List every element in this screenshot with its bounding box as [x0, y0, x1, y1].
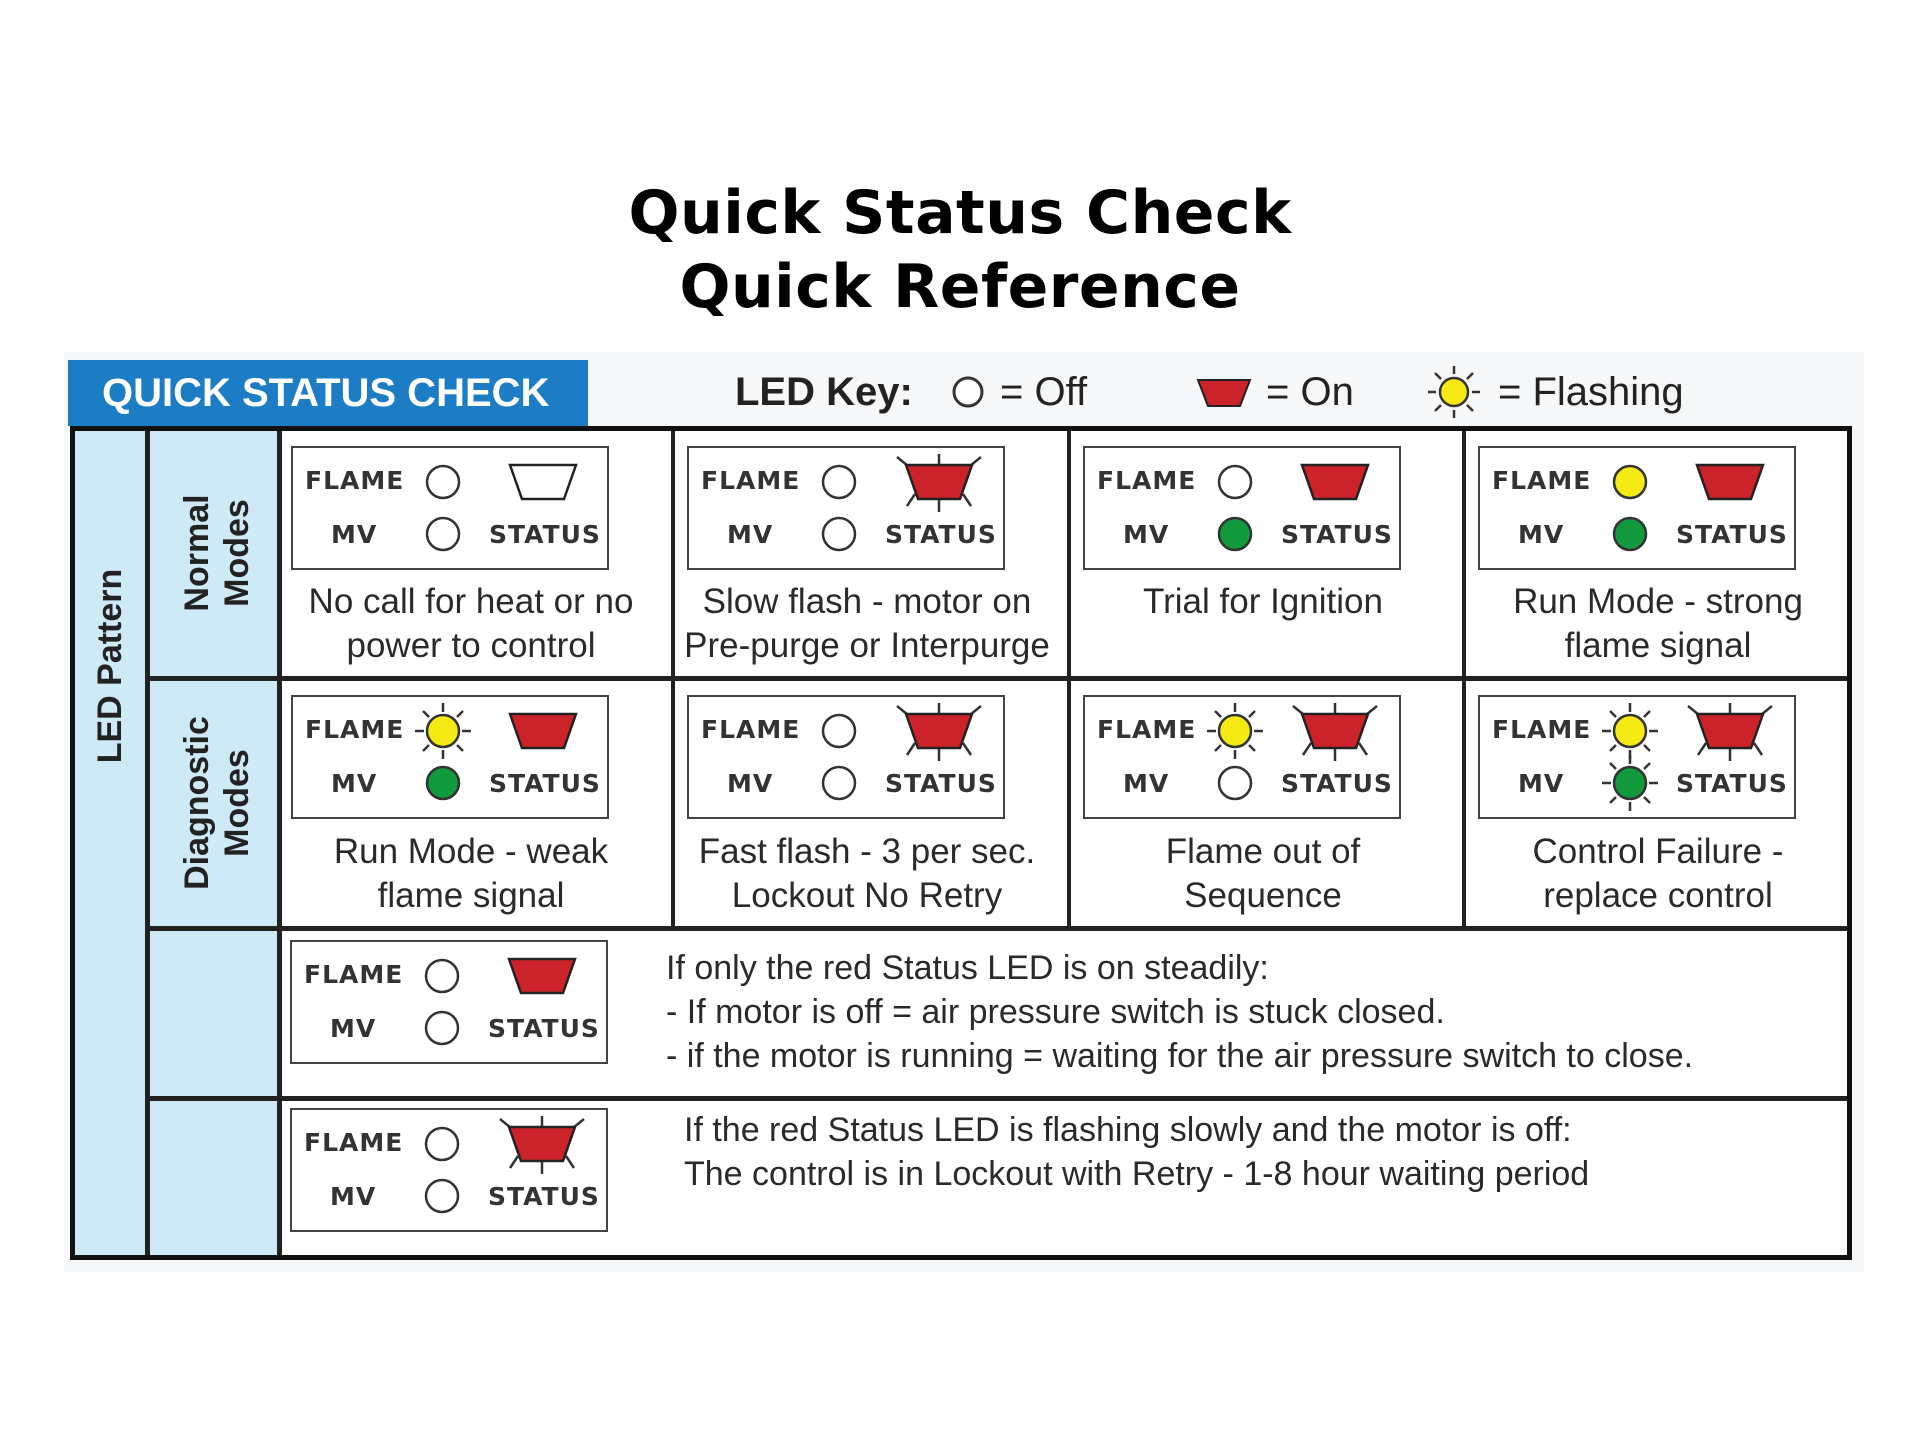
- status-label: STATUS: [489, 769, 601, 798]
- mv-label: MV: [727, 769, 774, 798]
- led-panel-3: [1478, 446, 1796, 570]
- status-label: STATUS: [885, 769, 997, 798]
- flashing-status-line-1: If the red Status LED is flashing slowly and the motor is off:: [684, 1111, 1572, 1149]
- mv-label: MV: [330, 1182, 377, 1211]
- led-panel-4: [291, 695, 609, 819]
- caption-line: Run Mode - strong: [1513, 582, 1803, 621]
- diagnostic-modes-label: Diagnostic Modes: [178, 716, 256, 890]
- flashing-status-line-2: The control is in Lockout with Retry - 1-8 hour waiting period: [684, 1155, 1590, 1193]
- status-label: STATUS: [489, 520, 601, 549]
- caption-line: replace control: [1543, 876, 1773, 915]
- led-indicators: [1480, 448, 1798, 572]
- page-subtitle: Quick Reference: [679, 252, 1241, 322]
- mv-led-off-icon: [426, 1012, 458, 1044]
- status-led-flash-icon: [500, 1116, 584, 1174]
- steady-status-line-1: If only the red Status LED is on steadily:: [666, 949, 1269, 987]
- led-indicators: [292, 1110, 610, 1234]
- flame-led-flash-icon: [1207, 703, 1263, 759]
- led-off-icon: [948, 372, 988, 412]
- flame-led-off-icon: [823, 466, 855, 498]
- cell-caption-1: [671, 580, 1063, 668]
- flame-label: FLAME: [1097, 466, 1197, 495]
- caption-line: flame signal: [1564, 626, 1752, 665]
- led-pattern-label: LED Pattern: [91, 568, 129, 764]
- cell-caption-7: [1462, 830, 1854, 918]
- mv-label: MV: [1123, 520, 1170, 549]
- led-panel-steady: [290, 940, 608, 1064]
- mv-led-off-icon: [1219, 767, 1251, 799]
- led-key-label: LED Key:: [735, 369, 913, 414]
- led-key-flashing-text: = Flashing: [1498, 369, 1684, 414]
- flame-label: FLAME: [305, 466, 405, 495]
- led-panel-2: [1083, 446, 1401, 570]
- led-key-on: [1196, 366, 1354, 418]
- led-indicators: [1085, 448, 1403, 572]
- caption-line: No call for heat or no: [308, 582, 634, 621]
- status-label: STATUS: [1676, 520, 1788, 549]
- mv-label: MV: [330, 1014, 377, 1043]
- led-key-on-text: = On: [1266, 369, 1354, 414]
- caption-line: power to control: [346, 626, 596, 665]
- flame-label: FLAME: [1492, 715, 1592, 744]
- status-led-on-icon: [1302, 465, 1368, 499]
- status-label: STATUS: [885, 520, 997, 549]
- led-panel-flashing: [290, 1108, 608, 1232]
- steady-status-line-3: - if the motor is running = waiting for the air pressure switch to close.: [666, 1037, 1694, 1075]
- led-key-off: [948, 366, 1087, 418]
- status-led-on-icon: [510, 714, 576, 748]
- flame-led-off-icon: [427, 466, 459, 498]
- mv-led-on-icon: [1219, 518, 1251, 550]
- flame-led-off-icon: [823, 715, 855, 747]
- cell-caption-4: [275, 830, 667, 918]
- led-indicators: [689, 448, 1007, 572]
- caption-line: Slow flash - motor on: [702, 582, 1032, 621]
- led-indicators: [293, 697, 611, 821]
- flame-label: FLAME: [701, 715, 801, 744]
- led-indicators: [689, 697, 1007, 821]
- flame-label: FLAME: [305, 715, 405, 744]
- flame-label: FLAME: [1492, 466, 1592, 495]
- mv-label: MV: [331, 769, 378, 798]
- flame-led-flash-icon: [415, 703, 471, 759]
- mv-label: MV: [1518, 520, 1565, 549]
- cell-caption-3: [1462, 580, 1854, 668]
- flame-led-off-icon: [426, 1128, 458, 1160]
- flame-label: FLAME: [304, 960, 404, 989]
- status-led-flash-icon: [1293, 703, 1377, 761]
- led-indicators: [1085, 697, 1403, 821]
- led-panel-6: [1083, 695, 1401, 819]
- led-key-flashing: [1426, 366, 1684, 418]
- status-led-off-icon: [510, 465, 576, 499]
- caption-line: Lockout No Retry: [731, 876, 1003, 915]
- flame-label: FLAME: [304, 1128, 404, 1157]
- led-indicators: [293, 448, 611, 572]
- status-led-flash-icon: [1688, 703, 1772, 761]
- led-indicators: [292, 942, 610, 1066]
- cell-caption-0: [275, 580, 667, 668]
- mv-label: MV: [331, 520, 378, 549]
- mv-led-off-icon: [427, 518, 459, 550]
- led-key-off-text: = Off: [1000, 369, 1088, 414]
- cell-caption-6: [1067, 830, 1459, 918]
- led-key: [735, 366, 931, 418]
- status-label: STATUS: [488, 1014, 600, 1043]
- mv-led-off-icon: [823, 518, 855, 550]
- led-flashing-icon: [1426, 364, 1482, 420]
- mv-label: MV: [1518, 769, 1565, 798]
- mv-led-on-icon: [1614, 518, 1646, 550]
- mv-led-on-icon: [427, 767, 459, 799]
- page-title: Quick Status Check: [628, 178, 1292, 248]
- flame-led-off-icon: [426, 960, 458, 992]
- caption-line: Trial for Ignition: [1143, 582, 1383, 621]
- normal-modes-label: Normal Modes: [178, 494, 256, 612]
- mv-led-off-icon: [823, 767, 855, 799]
- caption-line: flame signal: [377, 876, 565, 915]
- status-label: STATUS: [1676, 769, 1788, 798]
- caption-line: Fast flash - 3 per sec.: [698, 832, 1036, 871]
- status-led-flash-icon: [897, 703, 981, 761]
- status-label: STATUS: [1281, 769, 1393, 798]
- caption-line: Control Failure -: [1532, 832, 1784, 871]
- caption-line: Sequence: [1184, 876, 1342, 915]
- cell-caption-5: [671, 830, 1063, 918]
- led-indicators: [1480, 697, 1798, 821]
- flame-led-off-icon: [1219, 466, 1251, 498]
- cell-caption-2: [1067, 580, 1459, 624]
- quick-status-banner: QUICK STATUS CHECK: [68, 360, 588, 426]
- flame-label: FLAME: [701, 466, 801, 495]
- status-led-flash-icon: [897, 454, 981, 512]
- led-panel-7: [1478, 695, 1796, 819]
- status-led-on-icon: [509, 959, 575, 993]
- status-led-on-icon: [1697, 465, 1763, 499]
- led-panel-0: [291, 446, 609, 570]
- mv-led-flash-icon: [1602, 755, 1658, 811]
- status-label: STATUS: [1281, 520, 1393, 549]
- caption-line: Run Mode - weak: [333, 832, 609, 871]
- flame-led-on-icon: [1614, 466, 1646, 498]
- led-panel-1: [687, 446, 1005, 570]
- flame-label: FLAME: [1097, 715, 1197, 744]
- caption-line: Pre-purge or Interpurge: [684, 626, 1050, 665]
- mv-label: MV: [727, 520, 774, 549]
- led-panel-5: [687, 695, 1005, 819]
- led-on-icon: [1196, 372, 1252, 412]
- mv-label: MV: [1123, 769, 1170, 798]
- flame-led-flash-icon: [1602, 703, 1658, 759]
- status-label: STATUS: [488, 1182, 600, 1211]
- caption-line: Flame out of: [1165, 832, 1361, 871]
- mv-led-off-icon: [426, 1180, 458, 1212]
- steady-status-line-2: - If motor is off = air pressure switch is stuck closed.: [666, 993, 1445, 1031]
